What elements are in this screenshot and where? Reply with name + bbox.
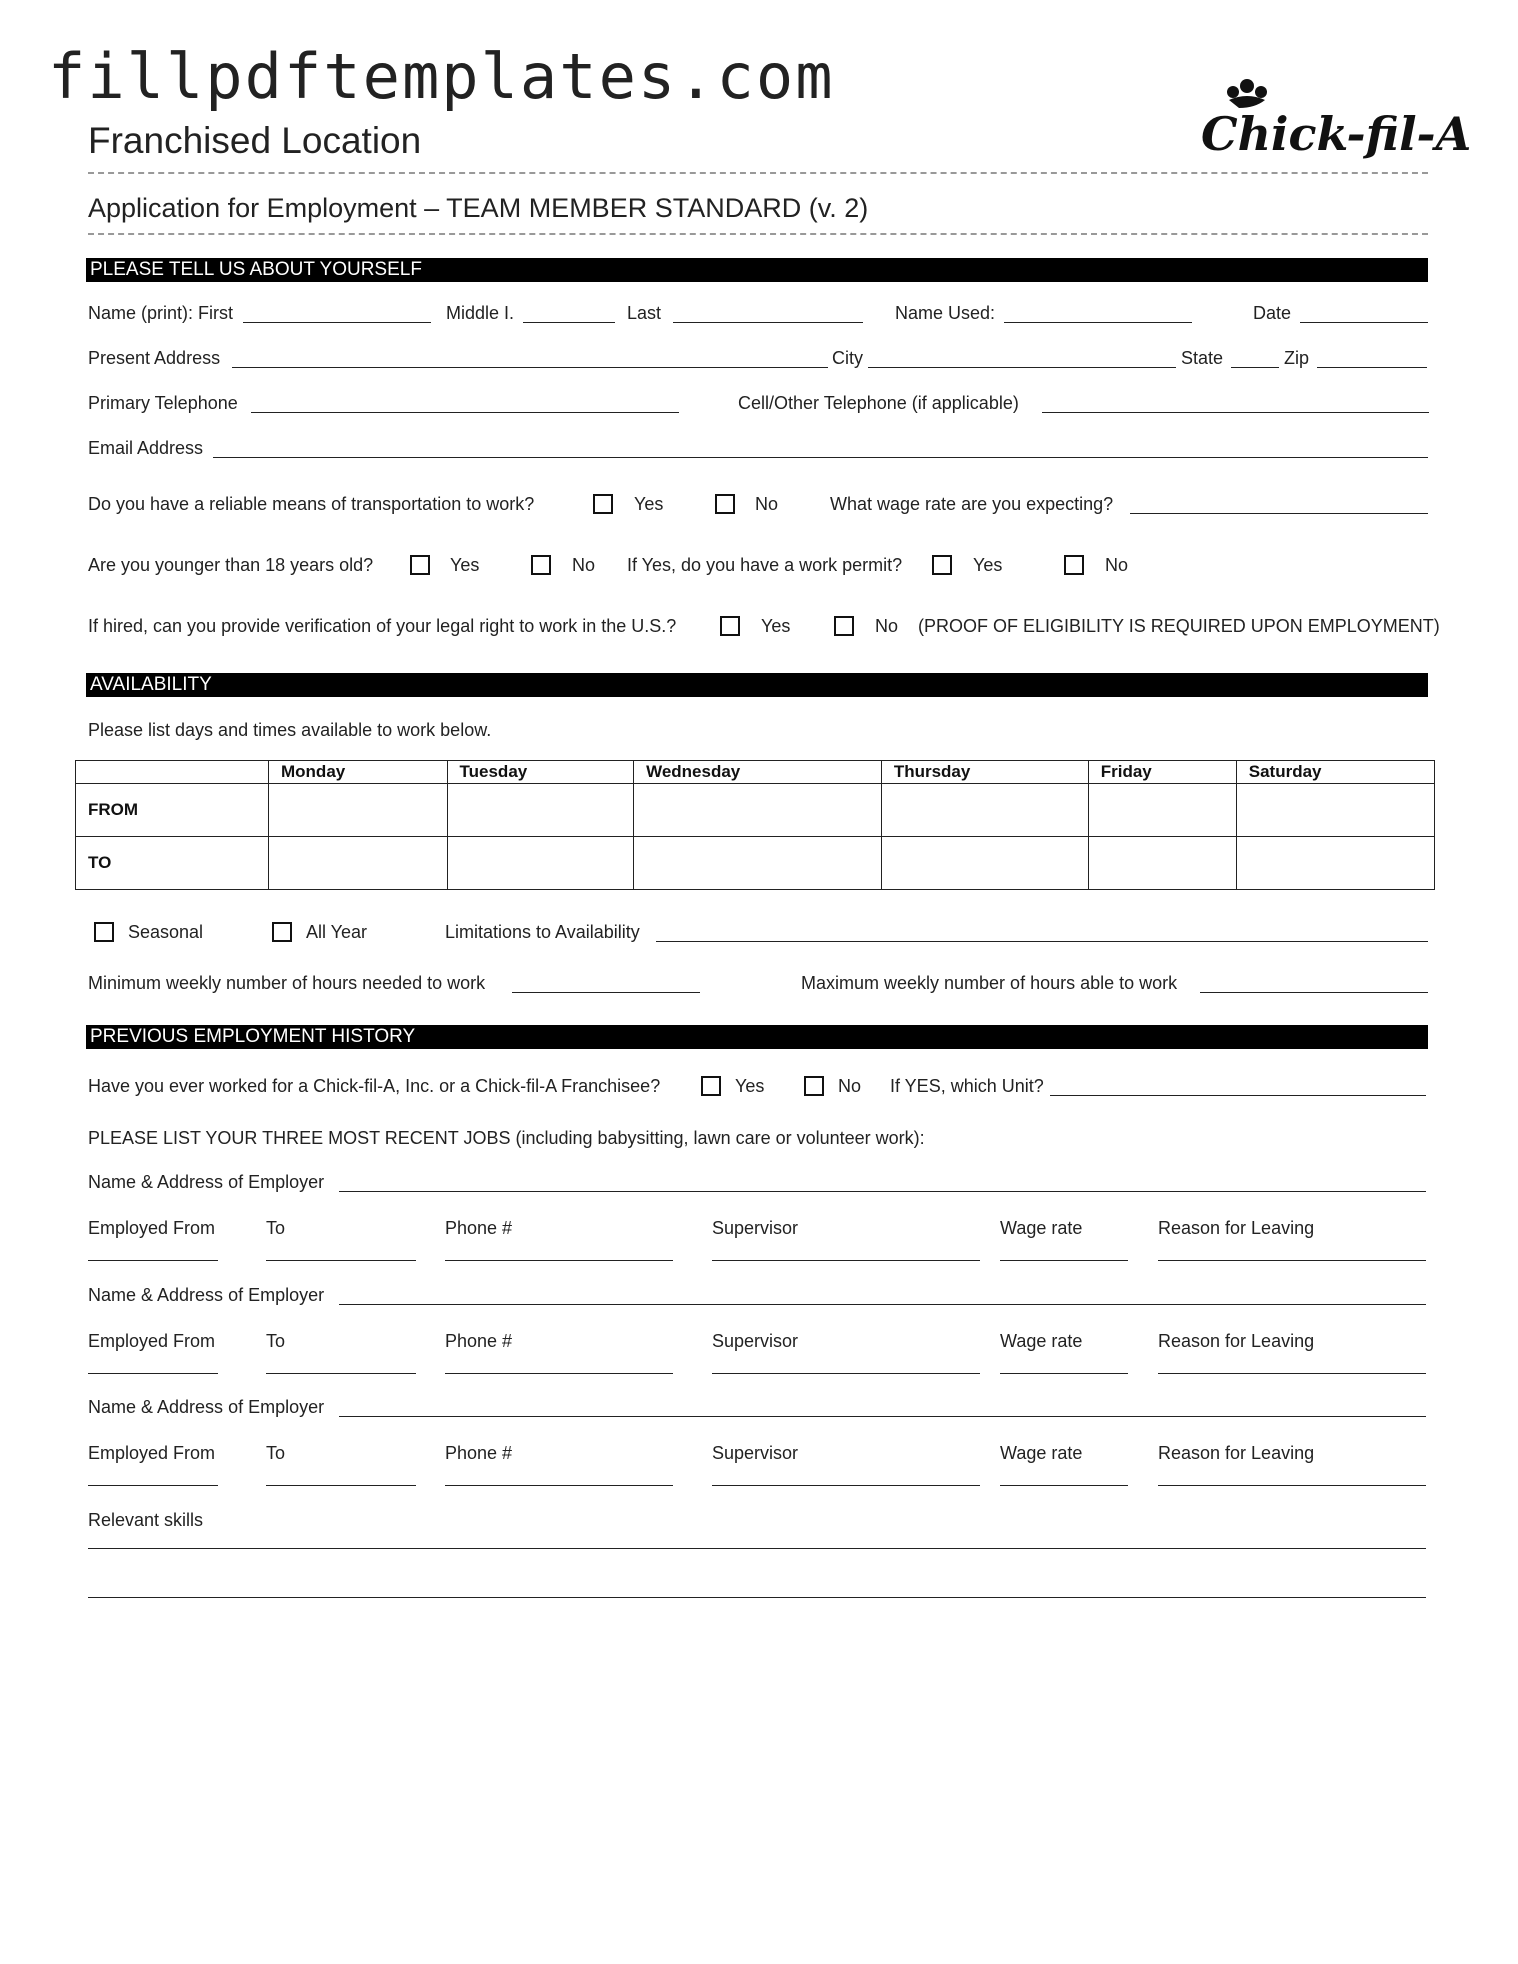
section-history-header: PREVIOUS EMPLOYMENT HISTORY xyxy=(86,1025,1428,1049)
to-tuesday-cell[interactable] xyxy=(447,837,634,890)
employer-field[interactable] xyxy=(339,1416,1426,1417)
age-no-checkbox[interactable] xyxy=(531,555,551,575)
day-monday: Monday xyxy=(269,761,448,784)
worked-no-checkbox[interactable] xyxy=(804,1076,824,1096)
day-wednesday: Wednesday xyxy=(634,761,882,784)
first-name-label: Name (print): First xyxy=(88,303,234,323)
svg-text:Chick-fil-A: Chick-fil-A xyxy=(1201,107,1472,161)
phone-field[interactable] xyxy=(445,1260,673,1261)
phone-label: Phone # xyxy=(445,1443,513,1463)
to-date-field[interactable] xyxy=(266,1260,416,1261)
legal-no-checkbox[interactable] xyxy=(834,616,854,636)
from-wednesday-cell[interactable] xyxy=(634,784,882,837)
worked-no-label: No xyxy=(838,1076,862,1096)
chick-fil-a-logo xyxy=(1195,78,1472,170)
wage-rate-label: Wage rate xyxy=(1000,1218,1083,1238)
transport-yes-label: Yes xyxy=(634,494,664,514)
worked-yes-label: Yes xyxy=(735,1076,765,1096)
supervisor-label: Supervisor xyxy=(712,1443,799,1463)
city-field[interactable] xyxy=(868,367,1176,368)
proof-note: (PROOF OF ELIGIBILITY IS REQUIRED UPON EMPLOYMENT) xyxy=(918,616,1440,636)
phone-label: Phone # xyxy=(445,1331,513,1351)
email-label: Email Address xyxy=(88,438,204,458)
to-label: TO xyxy=(76,837,269,890)
availability-table xyxy=(75,760,1435,890)
state-field[interactable] xyxy=(1231,367,1279,368)
middle-initial-field[interactable] xyxy=(523,322,615,323)
name-used-label: Name Used: xyxy=(895,303,996,323)
employed-from-label: Employed From xyxy=(88,1218,216,1238)
transport-no-label: No xyxy=(755,494,779,514)
permit-question: If Yes, do you have a work permit? xyxy=(627,555,903,575)
supervisor-label: Supervisor xyxy=(712,1331,799,1351)
name-used-field[interactable] xyxy=(1004,322,1192,323)
employed-from-field[interactable] xyxy=(88,1485,218,1486)
first-name-field[interactable] xyxy=(243,322,431,323)
last-name-label: Last xyxy=(627,303,662,323)
transport-no-checkbox[interactable] xyxy=(715,494,735,514)
wage-question: What wage rate are you expecting? xyxy=(830,494,1114,514)
skills-line-2[interactable] xyxy=(88,1597,1426,1598)
city-label: City xyxy=(832,348,863,368)
phone-label: Phone # xyxy=(445,1218,513,1238)
employed-from-label: Employed From xyxy=(88,1443,216,1463)
list-jobs-instructions: PLEASE LIST YOUR THREE MOST RECENT JOBS (including babysitting, lawn care or volunteer work): xyxy=(88,1128,925,1148)
last-name-field[interactable] xyxy=(673,322,863,323)
min-hours-label: Minimum weekly number of hours needed to work xyxy=(88,973,486,993)
to-date-label: To xyxy=(266,1218,286,1238)
availability-to-row xyxy=(76,837,1435,890)
to-date-label: To xyxy=(266,1443,286,1463)
header-divider xyxy=(88,172,1428,174)
middle-initial-label: Middle I. xyxy=(446,303,515,323)
to-saturday-cell[interactable] xyxy=(1236,837,1434,890)
phone-field[interactable] xyxy=(445,1485,673,1486)
age-no-label: No xyxy=(572,555,596,575)
to-friday-cell[interactable] xyxy=(1088,837,1236,890)
legal-yes-label: Yes xyxy=(761,616,791,636)
date-label: Date xyxy=(1253,303,1292,323)
transport-yes-checkbox[interactable] xyxy=(593,494,613,514)
age-yes-checkbox[interactable] xyxy=(410,555,430,575)
which-unit-field[interactable] xyxy=(1050,1095,1426,1096)
wage-field[interactable] xyxy=(1130,513,1428,514)
day-thursday: Thursday xyxy=(881,761,1088,784)
employer-field[interactable] xyxy=(339,1304,1426,1305)
application-title: Application for Employment – TEAM MEMBER STANDARD (v. 2) xyxy=(88,193,869,223)
address-field[interactable] xyxy=(232,367,828,368)
from-saturday-cell[interactable] xyxy=(1236,784,1434,837)
zip-label: Zip xyxy=(1284,348,1310,368)
limitations-field[interactable] xyxy=(656,941,1428,942)
primary-phone-field[interactable] xyxy=(251,412,679,413)
employer-label: Name & Address of Employer xyxy=(88,1172,325,1192)
skills-line-1[interactable] xyxy=(88,1548,1426,1549)
seasonal-label: Seasonal xyxy=(128,922,204,942)
to-wednesday-cell[interactable] xyxy=(634,837,882,890)
address-label: Present Address xyxy=(88,348,221,368)
to-thursday-cell[interactable] xyxy=(881,837,1088,890)
email-field[interactable] xyxy=(213,457,1428,458)
wage-rate-field[interactable] xyxy=(1000,1260,1128,1261)
supervisor-field[interactable] xyxy=(712,1373,980,1374)
franchised-location-title: Franchised Location xyxy=(88,120,422,161)
reason-field[interactable] xyxy=(1158,1260,1426,1261)
cell-phone-label: Cell/Other Telephone (if applicable) xyxy=(738,393,1019,413)
reason-label: Reason for Leaving xyxy=(1158,1218,1315,1238)
limitations-label: Limitations to Availability xyxy=(445,922,640,942)
employer-field[interactable] xyxy=(339,1191,1426,1192)
employer-label: Name & Address of Employer xyxy=(88,1397,325,1417)
min-hours-field[interactable] xyxy=(512,992,700,993)
day-saturday: Saturday xyxy=(1236,761,1434,784)
section-about-header: PLEASE TELL US ABOUT YOURSELF xyxy=(86,258,1428,282)
wage-rate-label: Wage rate xyxy=(1000,1443,1083,1463)
title-divider xyxy=(88,233,1428,235)
section-availability-header: AVAILABILITY xyxy=(86,673,1428,697)
availability-from-row xyxy=(76,784,1435,837)
reason-label: Reason for Leaving xyxy=(1158,1443,1315,1463)
availability-header-row xyxy=(76,761,1435,784)
employed-from-field[interactable] xyxy=(88,1373,218,1374)
max-hours-label: Maximum weekly number of hours able to work xyxy=(801,973,1178,993)
day-tuesday: Tuesday xyxy=(447,761,634,784)
permit-yes-checkbox[interactable] xyxy=(932,555,952,575)
worked-yes-checkbox[interactable] xyxy=(701,1076,721,1096)
to-monday-cell[interactable] xyxy=(269,837,448,890)
reason-field[interactable] xyxy=(1158,1485,1426,1486)
permit-no-label: No xyxy=(1105,555,1129,575)
supervisor-field[interactable] xyxy=(712,1485,980,1486)
age-question: Are you younger than 18 years old? xyxy=(88,555,374,575)
transport-question: Do you have a reliable means of transportation to work? xyxy=(88,494,535,514)
from-tuesday-cell[interactable] xyxy=(447,784,634,837)
phone-field[interactable] xyxy=(445,1373,673,1374)
all-year-label: All Year xyxy=(306,922,368,942)
wage-rate-field[interactable] xyxy=(1000,1373,1128,1374)
zip-field[interactable] xyxy=(1317,367,1427,368)
legal-no-label: No xyxy=(875,616,899,636)
corner-cell xyxy=(76,761,269,784)
supervisor-field[interactable] xyxy=(712,1260,980,1261)
all-year-checkbox[interactable] xyxy=(272,922,292,942)
wage-rate-label: Wage rate xyxy=(1000,1331,1083,1351)
to-date-field[interactable] xyxy=(266,1485,416,1486)
which-unit-label: If YES, which Unit? xyxy=(890,1076,1044,1096)
cell-phone-field[interactable] xyxy=(1042,412,1429,413)
supervisor-label: Supervisor xyxy=(712,1218,799,1238)
max-hours-field[interactable] xyxy=(1200,992,1428,993)
employed-from-label: Employed From xyxy=(88,1331,216,1351)
watermark: fillpdftemplates.com xyxy=(48,40,835,113)
state-label: State xyxy=(1181,348,1224,368)
date-field[interactable] xyxy=(1300,322,1428,323)
from-thursday-cell[interactable] xyxy=(881,784,1088,837)
day-friday: Friday xyxy=(1088,761,1236,784)
from-monday-cell[interactable] xyxy=(269,784,448,837)
availability-instructions: Please list days and times available to work below. xyxy=(88,720,492,740)
primary-phone-label: Primary Telephone xyxy=(88,393,238,413)
reason-label: Reason for Leaving xyxy=(1158,1331,1315,1351)
permit-no-checkbox[interactable] xyxy=(1064,555,1084,575)
worked-before-question: Have you ever worked for a Chick-fil-A, Inc. or a Chick-fil-A Franchisee? xyxy=(88,1076,661,1096)
legal-yes-checkbox[interactable] xyxy=(720,616,740,636)
employed-from-field[interactable] xyxy=(88,1260,218,1261)
reason-field[interactable] xyxy=(1158,1373,1426,1374)
wage-rate-field[interactable] xyxy=(1000,1485,1128,1486)
from-label: FROM xyxy=(76,784,269,837)
employer-label: Name & Address of Employer xyxy=(88,1285,325,1305)
legal-question: If hired, can you provide verification of your legal right to work in the U.S.? xyxy=(88,616,677,636)
to-date-label: To xyxy=(266,1331,286,1351)
relevant-skills-label: Relevant skills xyxy=(88,1510,204,1530)
age-yes-label: Yes xyxy=(450,555,480,575)
permit-yes-label: Yes xyxy=(973,555,1003,575)
from-friday-cell[interactable] xyxy=(1088,784,1236,837)
to-date-field[interactable] xyxy=(266,1373,416,1374)
seasonal-checkbox[interactable] xyxy=(94,922,114,942)
